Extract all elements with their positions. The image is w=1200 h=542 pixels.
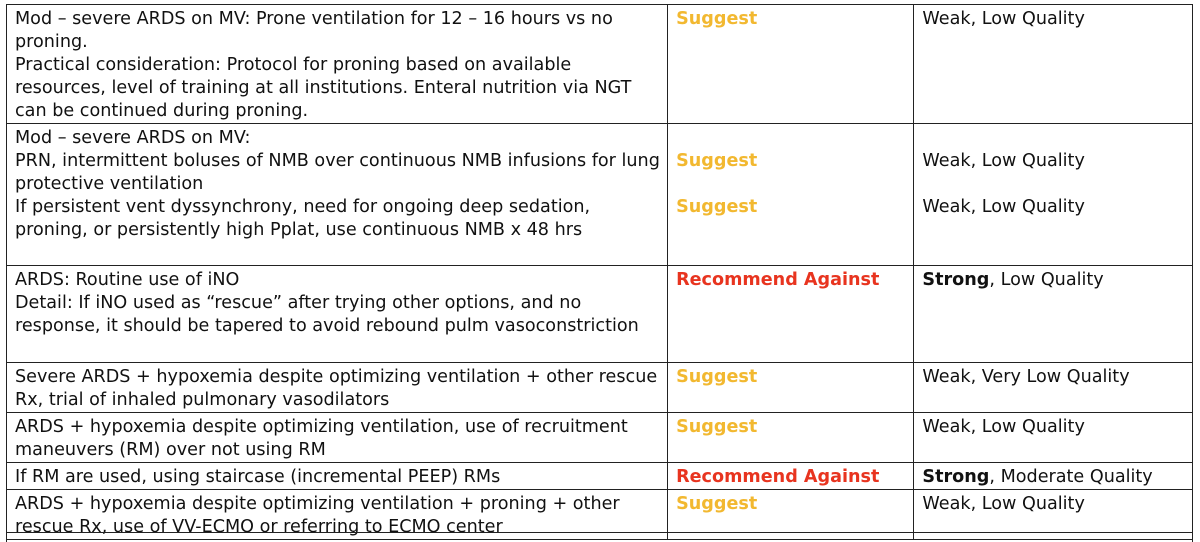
strength-cell [914, 413, 1193, 463]
table-row [7, 463, 1193, 490]
table-row [7, 363, 1193, 413]
strength-cell [914, 363, 1193, 413]
strength-quality-text: Weak, Low Quality [922, 494, 1085, 514]
strength-quality-text: Weak, Very Low Quality [922, 367, 1130, 387]
finding-cell: Severe ARDS + hypoxemia despite optimizing ventilation + other rescue Rx, trial of inhaled pulmonary vasodilators [7, 363, 668, 413]
table-bottom-row-edge [6, 532, 1193, 542]
strength-of-evidence [922, 8, 1186, 31]
finding-cell: ARDS + hypoxemia despite optimizing ventilation + proning + other rescue Rx, use of VV-ECMO or referring to ECMO center [7, 490, 668, 540]
strength-quality-text: Weak, Low Quality [922, 197, 1085, 217]
suggest-label: Suggest [676, 494, 758, 514]
finding-cell: ARDS: Routine use of iNO Detail: If iNO used as “rescue” after trying other options, and no response, it should be tapered to avoid rebound pulm vasoconstriction [7, 266, 668, 363]
strength-of-evidence [922, 493, 1186, 516]
strength-cell [914, 463, 1193, 490]
strength-quality-text: Weak, Low Quality [922, 417, 1085, 437]
guideline-table [6, 4, 1193, 540]
recommendation-cell [668, 463, 914, 490]
strength-cell [914, 266, 1193, 363]
suggest-label: Suggest [676, 197, 758, 217]
suggest-label: Suggest [676, 417, 758, 437]
strength-cell [914, 124, 1193, 266]
finding-cell: ARDS + hypoxemia despite optimizing ventilation, use of recruitment maneuvers (RM) over not using RM [7, 413, 668, 463]
recommendation-cell [668, 363, 914, 413]
recommendation-cell [668, 5, 914, 124]
strength-of-evidence [922, 196, 1186, 219]
strength-cell [914, 5, 1193, 124]
table-row [7, 5, 1193, 124]
recommendation-cell [668, 413, 914, 463]
strength-of-evidence [922, 269, 1186, 292]
suggest-label: Suggest [676, 151, 758, 171]
table-row [7, 124, 1193, 266]
strength-of-evidence [922, 466, 1186, 489]
strength-quality-text: Weak, Low Quality [922, 151, 1085, 171]
strength-of-evidence [922, 366, 1186, 389]
finding-cell: Mod – severe ARDS on MV: Prone ventilation for 12 – 16 hours vs no proning. Practical consideration: Protocol for proning based on available resources, level of training at all institutions. Enteral nutrition via NGT can be continued during proning. [7, 5, 668, 124]
strength-quality-text: Weak, Low Quality [922, 9, 1085, 29]
suggest-label: Suggest [676, 367, 758, 387]
strength-bold-label: Strong [922, 270, 990, 290]
strength-quality-text: , Low Quality [989, 270, 1104, 290]
recommend-against-label: Recommend Against [676, 270, 880, 290]
recommend-against-label: Recommend Against [676, 467, 880, 487]
finding-cell: Mod – severe ARDS on MV: PRN, intermittent boluses of NMB over continuous NMB infusions for lung protective ventilation If persistent vent dyssynchrony, need for ongoing deep sedation, proning, or persistently high Pplat, use continuous NMB x 48 hrs [7, 124, 668, 266]
strength-of-evidence [922, 416, 1186, 439]
strength-quality-text: , Moderate Quality [989, 467, 1153, 487]
finding-cell: If RM are used, using staircase (incremental PEEP) RMs [7, 463, 668, 490]
suggest-label: Suggest [676, 9, 758, 29]
recommendation-cell [668, 266, 914, 363]
table-body [7, 5, 1193, 540]
table-row [7, 413, 1193, 463]
table-row [7, 266, 1193, 363]
strength-of-evidence [922, 150, 1186, 173]
strength-bold-label: Strong [922, 467, 990, 487]
recommendation-cell [668, 124, 914, 266]
